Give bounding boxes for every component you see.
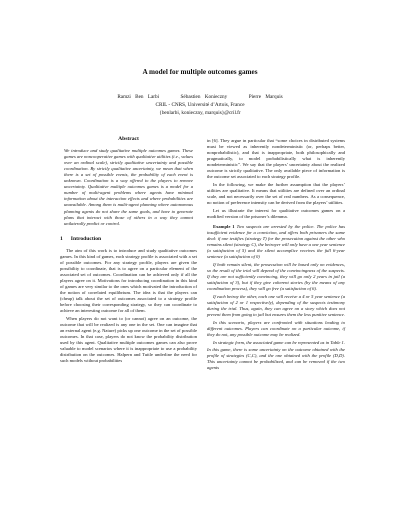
body-paragraph: In the following, we make the further assumption that the players’ utilities are qualitative. It means that utilities are defined over an ordinal scale, and not necessarily over the set of real numbers. As a consequence, no notion of preference intensity can be derived from the players’ utilities.	[207, 181, 345, 205]
example-block	[207, 224, 345, 371]
example-paragraph: In this scenario, players are confronted with situations leading to different outcomes. Players can coordinate on a particular outcome, if they do not, any possible outcome may be realized.	[207, 320, 345, 338]
section-title: Introduction	[70, 235, 102, 242]
author-email: {benlarbi, konieczny, marquis}@cril.fr	[159, 110, 241, 116]
example-paragraph	[207, 224, 345, 260]
example-paragraph: In strategic form, the associated game can be represented as in Table 1. In this game, there is some uncertainty on the outcome obtained with the profile of strategies (C,C), and the one obtained with the profile (D,D). This uncertainty cannot be probabilized, and can be removed if the two agents	[207, 340, 345, 370]
left-column	[60, 136, 197, 366]
abstract-text: We introduce and study qualitative multiple outcomes games. These games are noncooperative games with qualitative utilities (i.e., values over an ordinal scale), strictly qualitative uncertainty and possible coordination. By strictly qualitative uncertainty, we mean that when there is a set of possible events, the probability of each event is unknown. Coordination is a way offered to the players to remove uncertainty. Qualitative multiple outcomes games is a model for a number of multi-agent problems where agents have minimal information about the interaction effects and where probabilities are unavailable. Among them is multi-agent planning where autonomous planning agents do not share the same goals, and have to generate plans that interact with those of others in a way they cannot unilaterally predict or control.	[64, 148, 193, 226]
body-paragraph: Let us illustrate the interest for qualitative outcomes games on a modified version of the prisoner’s dilemma.	[207, 207, 345, 219]
affiliation: CRIL - CNRS, Université d’Artois, France	[155, 102, 245, 108]
paper-title: A model for multiple outcomes games	[142, 68, 258, 76]
section-heading	[60, 236, 197, 242]
author-line	[0, 93, 400, 101]
body-paragraph: When players do not want to (or cannot) agree on an outcome, the outcome that will be realized is any one in the set. One can imagine that an external agent (e.g. Nature) picks up one outcome in the set of possible outcomes. In that case, players do not know the probability distribution used by this agent. Qualitative multiple outcomes games can also prove valuable to model scenarios where it is inappropriate to use a probability distribution on the outcomes. Halpern and Tuttle underline the need for such models without probabilities	[60, 315, 197, 364]
right-column	[207, 138, 345, 373]
author-name: Pierre Marquis	[248, 94, 283, 100]
abstract-heading: Abstract	[118, 136, 139, 142]
author-name: Ramzi Ben Larbi	[117, 94, 160, 100]
example-paragraph: If each betray the other, each one will receive a 4 or 5 year sentence (a satisfaction of 2 or 1 respectively), depending of the suspects testimony during the trial. Thus, again, they can agree on a story which does not prevent them from going to jail but ensures them the less punitive sentence.	[207, 294, 345, 318]
body-paragraph: The aim of this work is to introduce and study qualitative outcomes games. In this kind of games, each strategy profile is associated with a set of possible outcomes. For any strategy profile, players are given the possibility to coordinate, that is to agree on a particular element of the associated set of outcomes. Coordination can be achieved only if all the players agree on it. Motivations for introducing coordination in this kind of games are very similar to the ones which motivated the introduction of the notion of correlated equilibrium. The idea is that the players can (cheap) talk about the set of outcomes associated to a strategy profile before choosing their corresponding strategy, so they can coordinate to achieve an interesting outcome for all of them.	[60, 247, 197, 314]
example-text: Two suspects are arrested by the police. The police has insufficient evidence for a conviction, and offers both prisoners the same deal: if one testifies (strategy T) for the prosecution against the other who remains silent (strategy C), the betrayer will only have a one year sentence (a satisfaction of 5) and the silent accomplice receives the full 6-year sentence (a satisfaction of 0)	[207, 223, 345, 259]
body-paragraph: in [6]. They argue in particular that “some choices in distributed systems must be viewed as inherently nondeterministic (or, perhaps better, nonprobabilistic), and that is inappropriate, both philosophically and pragmatically, to model probabilistically what is inherently nondeterministic”. We say that the players’ uncertainty about the realized outcome is strictly qualitative. The only available piece of information is the outcome set associated to each strategy profile.	[207, 138, 345, 180]
example-paragraph: If both remain silent, the prosecution will be based only on evidences, so the result of the trial will depend of the convincingness of the suspects. If they are not sufficiently convincing, they will go only 2 years in jail (a satisfaction of 3), but if they give coherent stories (by the means of any coordination process), they will go free (a satisfaction of 6).	[207, 261, 345, 292]
author-name: Sébastien Konieczny	[180, 94, 228, 100]
example-label: Example 1	[213, 223, 235, 229]
section-number: 1	[60, 235, 63, 242]
